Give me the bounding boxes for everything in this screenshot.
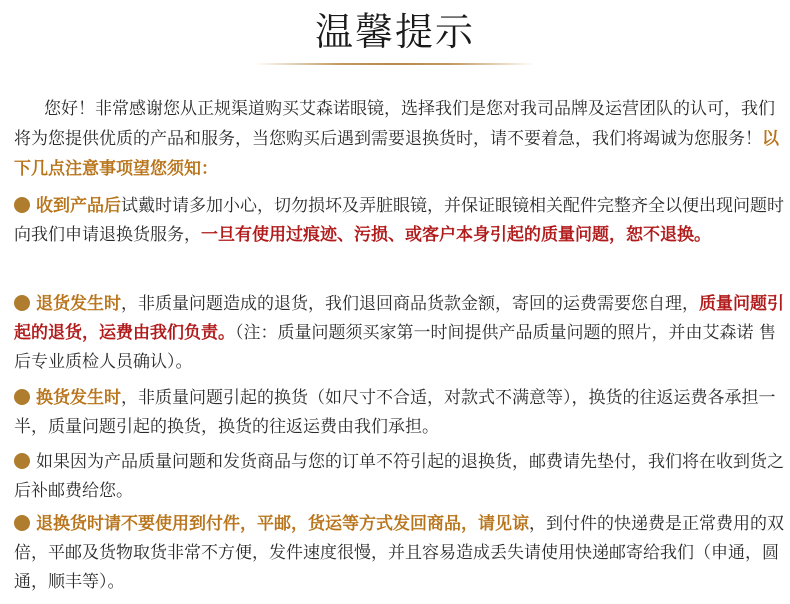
- bullet-icon: [14, 515, 30, 531]
- intro-paragraph: [14, 94, 784, 184]
- notice-warning: 质量问题引起的退货，运费由我们负责。: [14, 294, 784, 343]
- bullet-icon: [14, 453, 30, 469]
- notice-text: 如果因为产品质量问题和发货商品与您的订单不符引起的退换货，邮费请先垫付，我们将在收到货之后补邮费给您。: [14, 452, 784, 501]
- notice-text: 试戴时请多加小心，切勿损坏及弄脏眼镜，并保证眼镜相关配件完整齐全以便出现问题时向我们申请退换货服务，: [14, 196, 784, 245]
- notice-lead: 换货发生时: [36, 388, 121, 408]
- notice-lead: 退换货时请不要使用到付件，平邮，货运等方式发回商品，请见谅: [36, 514, 529, 534]
- notice-item: [14, 510, 784, 597]
- notice-lead: 收到产品后: [36, 196, 121, 216]
- title-divider: [255, 63, 535, 65]
- notice-text: ，非质量问题造成的退货，我们退回商品货款金额，寄回的运费需要您自理，: [121, 294, 699, 314]
- notice-text: ，到付件的快递费是正常费用的双倍，平邮及货物取货非常不方便，发件速度很慢，并且容易造成丢失请使用快递邮寄给我们（申通，圆通，顺丰等）。: [14, 514, 784, 592]
- bullet-icon: [14, 389, 30, 405]
- bullet-icon: [14, 295, 30, 311]
- notice-tail: （注：质量问题须买家第一时间提供产品质量问题的照片，并由艾森诺 售后专业质检人员确认）。: [14, 323, 776, 372]
- notice-item: [14, 448, 784, 506]
- notice-item: [14, 192, 784, 250]
- notice-text: ，非质量问题引起的换货（如尺寸不合适，对款式不满意等），换货的往返运费各承担一半，质量问题引起的换货，换货的往返运费由我们承担。: [14, 388, 776, 437]
- notice-warning: 一旦有使用过痕迹、污损、或客户本身引起的质量问题，恕不退换。: [201, 225, 711, 245]
- page-title: 温馨提示: [314, 10, 475, 54]
- bullet-icon: [14, 197, 30, 213]
- notice-item: [14, 384, 784, 442]
- intro-highlight: 以下几点注意事项望您须知：: [14, 129, 779, 179]
- notice-lead: 退货发生时: [36, 294, 121, 314]
- intro-text: 您好！非常感谢您从正规渠道购买艾森诺眼镜，选择我们是您对我司品牌及运营团队的认可，我们将为您提供优质的产品和服务，当您购买后遇到需要退换货时，请不要着急，我们将竭诚为您服务！: [14, 99, 775, 149]
- notice-item: [14, 290, 784, 377]
